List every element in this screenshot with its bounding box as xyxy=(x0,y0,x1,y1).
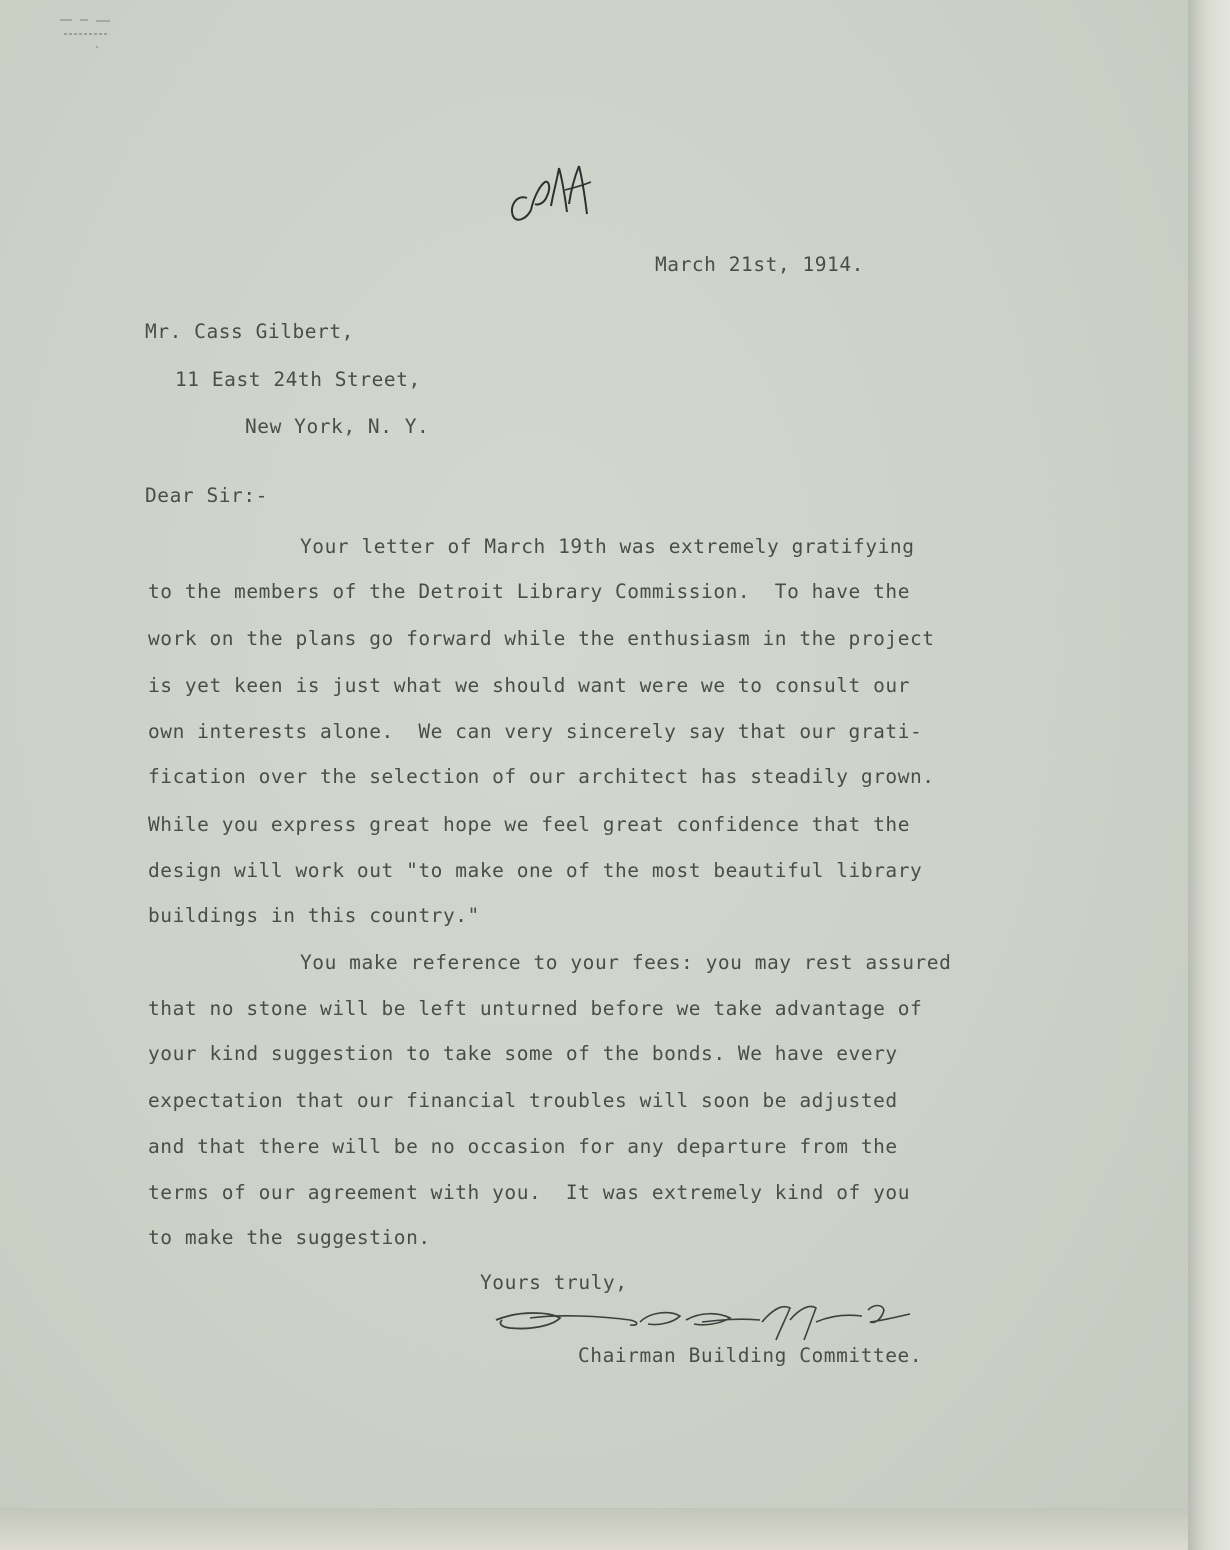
body-line: You make reference to your fees: you may rest assured xyxy=(300,951,952,974)
body-line: expectation that our financial troubles will soon be adjusted xyxy=(148,1089,898,1112)
page-edge-right xyxy=(1188,0,1230,1550)
recipient-city: New York, N. Y. xyxy=(245,415,430,438)
body-line: your kind suggestion to take some of the bonds. We have every xyxy=(148,1042,898,1065)
handwritten-signature xyxy=(490,1300,920,1345)
body-line: is yet keen is just what we should want were we to consult our xyxy=(148,674,910,697)
recipient-street: 11 East 24th Street, xyxy=(175,368,421,391)
body-line: to the members of the Detroit Library Commission. To have the xyxy=(148,580,910,603)
body-line: terms of our agreement with you. It was extremely kind of you xyxy=(148,1181,910,1204)
body-line: work on the plans go forward while the enthusiasm in the project xyxy=(148,627,935,650)
body-line: to make the suggestion. xyxy=(148,1226,431,1249)
body-line: Your letter of March 19th was extremely gratifying xyxy=(300,535,915,558)
letter-date: March 21st, 1914. xyxy=(655,253,864,276)
salutation: Dear Sir:- xyxy=(145,484,268,507)
margin-pencil-marks xyxy=(58,12,118,52)
body-line: that no stone will be left unturned before we take advantage of xyxy=(148,997,923,1020)
body-line: While you express great hope we feel great confidence that the xyxy=(148,813,910,836)
page-edge-bottom xyxy=(0,1508,1188,1550)
body-line: own interests alone. We can very sincerely say that our grati- xyxy=(148,720,923,743)
closing: Yours truly, xyxy=(480,1271,628,1294)
body-line: buildings in this country." xyxy=(148,904,480,927)
body-line: fication over the selection of our architect has steadily grown. xyxy=(148,765,935,788)
body-line: and that there will be no occasion for any departure from the xyxy=(148,1135,898,1158)
body-line: design will work out "to make one of the most beautiful library xyxy=(148,859,923,882)
handwritten-initials xyxy=(505,160,600,230)
recipient-name: Mr. Cass Gilbert, xyxy=(145,320,354,343)
signer-title: Chairman Building Committee. xyxy=(578,1344,923,1367)
